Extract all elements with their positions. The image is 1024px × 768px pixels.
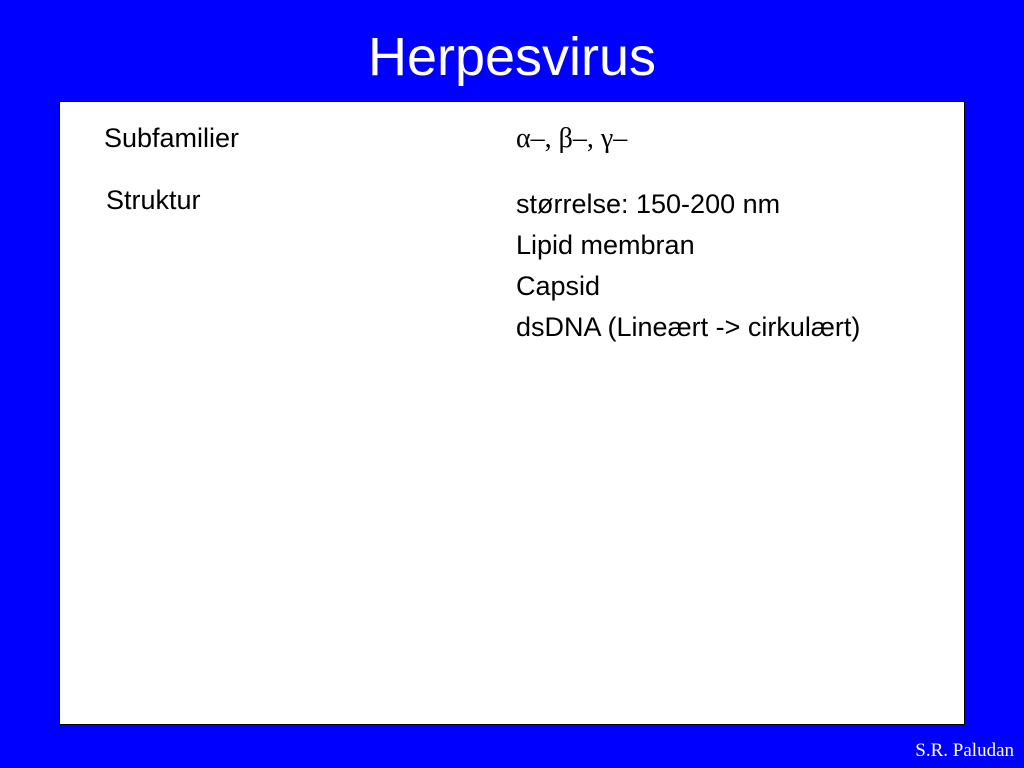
author-credit: S.R. Paludan [915,740,1014,761]
detail-dsdna: dsDNA (Lineært -> cirkulært) [516,312,861,342]
slide-title: Herpesvirus [367,27,657,87]
subfamilier-value: α–, β–, γ– [516,123,628,154]
struktur-details [516,184,860,348]
subfamilier-label: Subfamilier [104,123,240,153]
detail-lipid-membrane: Lipid membran [516,230,695,260]
struktur-label: Struktur [106,185,201,215]
detail-capsid: Capsid [516,271,601,301]
content-panel [59,101,965,725]
detail-size: størrelse: 150-200 nm [516,189,781,219]
